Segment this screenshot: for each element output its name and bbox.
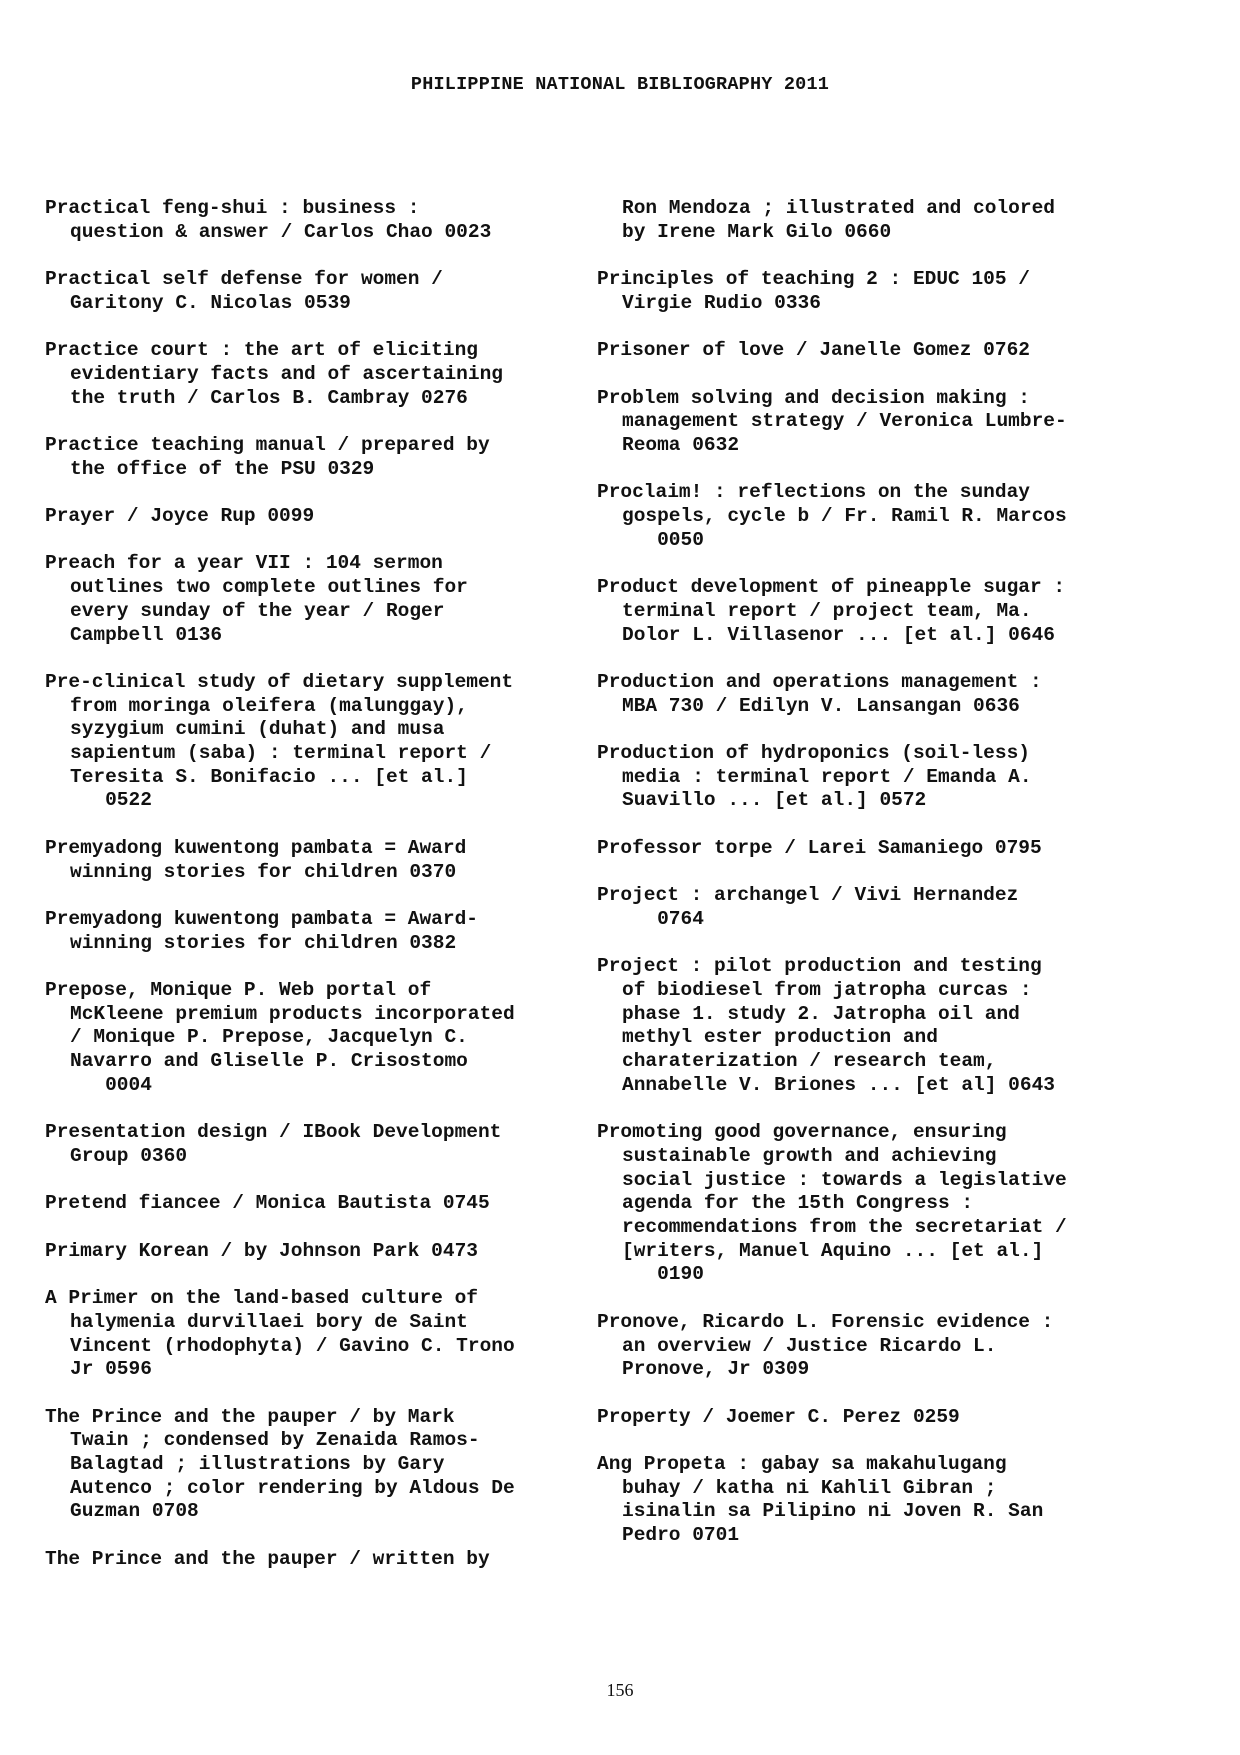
entry-line: winning stories for children 0370 xyxy=(70,860,457,883)
entry-line: Teresita S. Bonifacio ... [et al.] xyxy=(70,765,468,788)
bibliography-entry xyxy=(45,339,585,410)
entry-line: Principles of teaching 2 : EDUC 105 / xyxy=(597,268,1030,291)
bibliography-entry xyxy=(45,1121,585,1168)
page-number: 156 xyxy=(606,1680,634,1700)
bibliography-entry xyxy=(597,1453,1127,1548)
entry-line: Pronove, Jr 0309 xyxy=(622,1358,810,1381)
entry-line: Garitony C. Nicolas 0539 xyxy=(70,291,351,314)
entry-line: isinalin sa Pilipino ni Joven R. San xyxy=(622,1500,1044,1523)
entry-line: recommendations from the secretariat / xyxy=(622,1216,1067,1239)
entry-line: Prayer / Joyce Rup 0099 xyxy=(45,505,315,528)
entry-line: by Irene Mark Gilo 0660 xyxy=(622,220,892,243)
entry-line: Problem solving and decision making : xyxy=(597,386,1030,409)
page-header: PHILIPPINE NATIONAL BIBLIOGRAPHY 2011 xyxy=(410,74,830,95)
entry-line: Presentation design / IBook Development xyxy=(45,1121,502,1144)
entry-line: 0050 xyxy=(622,528,704,551)
entry-line: of biodiesel from jatropha curcas : xyxy=(622,979,1032,1002)
entry-line: buhay / katha ni Kahlil Gibran ; xyxy=(622,1476,997,1499)
entry-line: Suavillo ... [et al.] 0572 xyxy=(622,789,927,812)
bibliography-entry xyxy=(597,197,1127,244)
right-column xyxy=(597,197,1127,1572)
entry-line: Balagtad ; illustrations by Gary xyxy=(70,1453,445,1476)
entry-line: Practical feng-shui : business : xyxy=(45,197,420,219)
bibliography-entry xyxy=(597,1121,1127,1287)
entry-line: Navarro and Gliselle P. Crisostomo xyxy=(70,1050,468,1073)
entry-line: media : terminal report / Emanda A. xyxy=(622,765,1032,788)
entry-line: sustainable growth and achieving xyxy=(622,1144,997,1167)
entry-line: Vincent (rhodophyta) / Gavino C. Trono xyxy=(70,1334,515,1357)
bibliography-entry xyxy=(45,908,585,955)
entry-line: The Prince and the pauper / by Mark xyxy=(45,1405,455,1428)
entry-line: Pedro 0701 xyxy=(622,1524,740,1547)
bibliography-entry xyxy=(45,552,585,647)
entry-line: the truth / Carlos B. Cambray 0276 xyxy=(70,386,468,409)
entry-line: management strategy / Veronica Lumbre- xyxy=(622,410,1067,433)
entry-line: The Prince and the pauper / written by xyxy=(45,1547,490,1570)
bibliography-entry xyxy=(597,671,1127,718)
entry-line: Ang Propeta : gabay sa makahulugang xyxy=(597,1453,1007,1476)
entry-line: 0522 xyxy=(70,789,152,812)
entry-line: phase 1. study 2. Jatropha oil and xyxy=(622,1002,1020,1025)
bibliography-entry xyxy=(45,1548,585,1572)
entry-line: every sunday of the year / Roger xyxy=(70,599,445,622)
bibliography-entry xyxy=(597,884,1127,931)
entry-line: Professor torpe / Larei Samaniego 0795 xyxy=(597,836,1042,859)
entry-line: Practice court : the art of eliciting xyxy=(45,339,478,362)
entry-line: Promoting good governance, ensuring xyxy=(597,1121,1007,1144)
entry-line: agenda for the 15th Congress : xyxy=(622,1192,974,1215)
bibliography-entry xyxy=(45,1406,585,1525)
bibliography-entry xyxy=(45,1192,585,1216)
entry-line: Pre-clinical study of dietary supplement xyxy=(45,670,514,693)
entry-line: Prepose, Monique P. Web portal of xyxy=(45,979,432,1002)
entry-line: sapientum (saba) : terminal report / xyxy=(70,742,492,765)
bibliography-entry xyxy=(45,1240,585,1264)
bibliography-entry xyxy=(45,979,585,1098)
bibliography-entry xyxy=(45,671,585,813)
entry-line: outlines two complete outlines for xyxy=(70,576,468,599)
entry-line: an overview / Justice Ricardo L. xyxy=(622,1334,997,1357)
entry-line: 0764 xyxy=(622,907,704,930)
entry-line: methyl ester production and xyxy=(622,1026,938,1049)
entry-line: question & answer / Carlos Chao 0023 xyxy=(70,220,492,243)
bibliography-entry xyxy=(45,197,585,244)
entry-line: Pronove, Ricardo L. Forensic evidence : xyxy=(597,1310,1054,1333)
entry-line: charaterization / research team, xyxy=(622,1050,997,1073)
bibliography-entry xyxy=(45,505,585,529)
entry-line: Guzman 0708 xyxy=(70,1500,199,1523)
bibliography-entry xyxy=(597,837,1127,861)
entry-line: terminal report / project team, Ma. xyxy=(622,599,1032,622)
bibliography-entry xyxy=(597,339,1127,363)
bibliography-entry xyxy=(597,742,1127,813)
entry-line: Production of hydroponics (soil-less) xyxy=(597,742,1030,765)
entry-line: Project : pilot production and testing xyxy=(597,955,1042,978)
bibliography-entry xyxy=(597,387,1127,458)
entry-line: Property / Joemer C. Perez 0259 xyxy=(597,1405,960,1428)
entry-line: Premyadong kuwentong pambata = Award xyxy=(45,836,467,859)
entry-line: Reoma 0632 xyxy=(622,433,740,456)
entry-line: syzygium cumini (duhat) and musa xyxy=(70,718,445,741)
entry-line: winning stories for children 0382 xyxy=(70,931,457,954)
bibliography-entry xyxy=(45,1287,585,1382)
bibliography-entry xyxy=(597,1311,1127,1382)
entry-line: Dolor L. Villasenor ... [et al.] 0646 xyxy=(622,623,1055,646)
entry-line: Twain ; condensed by Zenaida Ramos- xyxy=(70,1429,480,1452)
entry-line: social justice : towards a legislative xyxy=(622,1168,1067,1191)
entry-line: Autenco ; color rendering by Aldous De xyxy=(70,1476,515,1499)
entry-line: Campbell 0136 xyxy=(70,623,223,646)
entry-line: Preach for a year VII : 104 sermon xyxy=(45,552,443,575)
entry-line: A Primer on the land-based culture of xyxy=(45,1287,478,1310)
entry-line: Ron Mendoza ; illustrated and colored xyxy=(622,197,1055,219)
entry-line: / Monique P. Prepose, Jacquelyn C. xyxy=(70,1026,468,1049)
entry-line: MBA 730 / Edilyn V. Lansangan 0636 xyxy=(622,694,1020,717)
entry-line: Pretend fiancee / Monica Bautista 0745 xyxy=(45,1192,490,1215)
entry-line: 0004 xyxy=(70,1073,152,1096)
entry-line: Premyadong kuwentong pambata = Award- xyxy=(45,907,478,930)
bibliography-entry xyxy=(45,837,585,884)
bibliography-entry xyxy=(597,1406,1127,1430)
bibliography-entry xyxy=(45,434,585,481)
entry-line: Group 0360 xyxy=(70,1144,188,1167)
left-column xyxy=(45,197,585,1595)
entry-line: gospels, cycle b / Fr. Ramil R. Marcos xyxy=(622,505,1067,528)
bibliography-entry xyxy=(597,576,1127,647)
entry-line: Jr 0596 xyxy=(70,1358,152,1381)
entry-line: evidentiary facts and of ascertaining xyxy=(70,362,503,385)
bibliography-entry xyxy=(597,268,1127,315)
entry-line: Proclaim! : reflections on the sunday xyxy=(597,481,1030,504)
entry-line: Product development of pineapple sugar : xyxy=(597,576,1066,599)
entry-line: Virgie Rudio 0336 xyxy=(622,291,821,314)
entry-line: Annabelle V. Briones ... [et al] 0643 xyxy=(622,1073,1055,1096)
bibliography-entry xyxy=(597,955,1127,1097)
entry-line: Practical self defense for women / xyxy=(45,268,443,291)
entry-line: Prisoner of love / Janelle Gomez 0762 xyxy=(597,339,1030,362)
entry-line: McKleene premium products incorporated xyxy=(70,1002,515,1025)
entry-line: Project : archangel / Vivi Hernandez xyxy=(597,884,1019,907)
entry-line: halymenia durvillaei bory de Saint xyxy=(70,1310,468,1333)
bibliography-entry xyxy=(45,268,585,315)
entry-line: 0190 xyxy=(622,1263,704,1286)
entry-line: Production and operations management : xyxy=(597,670,1042,693)
entry-line: Practice teaching manual / prepared by xyxy=(45,433,490,456)
entry-line: from moringa oleifera (malunggay), xyxy=(70,694,468,717)
entry-line: Primary Korean / by Johnson Park 0473 xyxy=(45,1239,478,1262)
entry-line: [writers, Manuel Aquino ... [et al.] xyxy=(622,1239,1044,1262)
entry-line: the office of the PSU 0329 xyxy=(70,457,375,480)
bibliography-entry xyxy=(597,481,1127,552)
